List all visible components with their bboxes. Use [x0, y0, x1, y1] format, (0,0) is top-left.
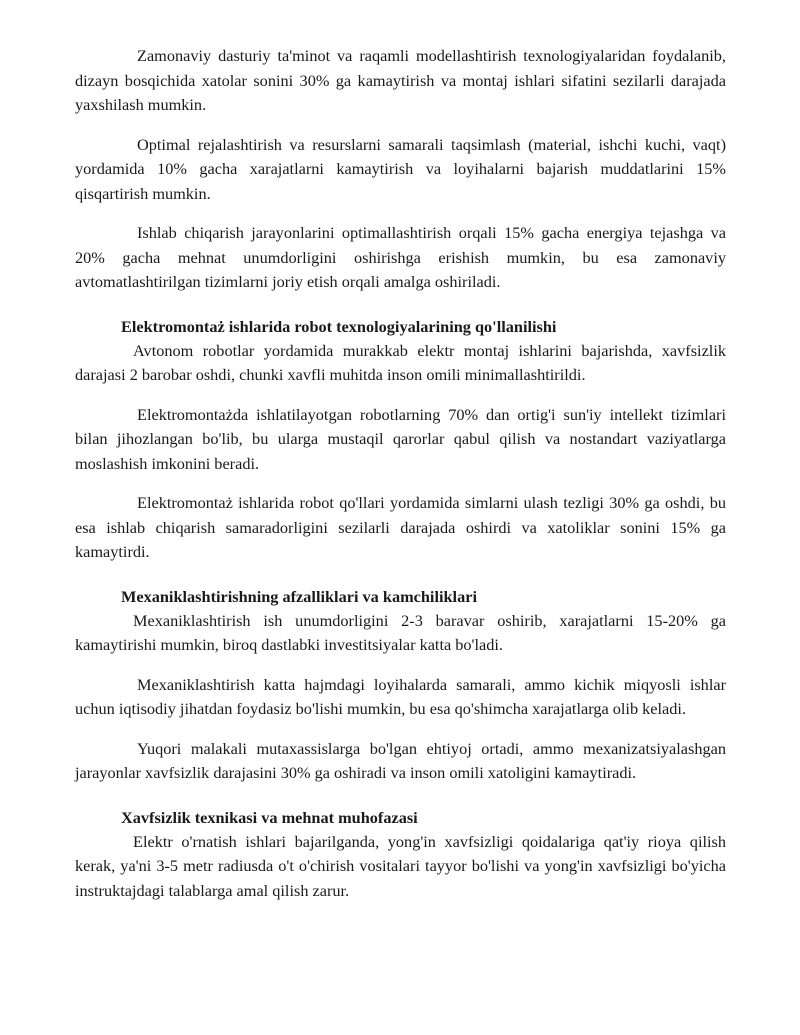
paragraph: Elektromontaż ishlarida robot qo'llari yordamida simlarni ulash tezligi 30% ga oshdi, bu esa ishlab chiqarish samaradorligini sezilarli darajada oshirdi va xatoliklar sonini 15% ga kamaytirdi.	[75, 493, 726, 561]
paragraph: Mexaniklashtirish ish unumdorligini 2-3 baravar oshirib, xarajatlarni 15-20% ga kamaytirishi mumkin, biroq dastlabki investitsiyalar katta bo'ladi.	[75, 610, 726, 654]
paragraph: Yuqori malakali mutaxassislarga bo'lgan ehtiyoj ortadi, ammo mexanizatsiyalashgan jarayonlar xavfsizlik darajasini 30% ga oshiradi va inson omili xatoligini kamaytiradi.	[75, 738, 726, 782]
paragraph: Optimal rejalashtirish va resurslarni samarali taqsimlash (material, ishchi kuchi, vaqt) yordamida 10% gacha xarajatlarni kamaytirish va loyihalarni bajarish muddatlarini 15% qisqartirish mumkin.	[75, 134, 726, 203]
section-heading: Mexaniklashtirishning afzalliklari va kamchiliklari	[121, 586, 477, 606]
paragraph: Mexaniklashtirish katta hajmdagi loyihalarda samarali, ammo kichik miqyosli ishlar uchun iqtisodiy jihatdan foydasiz bo'lishi mumkin, bu esa qo'shimcha xarajatlarga olib keladi.	[75, 674, 726, 718]
section-heading: Elektromontaż ishlarida robot texnologiyalarining qo'llanilishi	[121, 316, 557, 336]
paragraph: Zamonaviy dasturiy ta'minot va raqamli modellashtirish texnologiyalaridan foydalanib, dizayn bosqichida xatolar sonini 30% ga kamaytirish va montaj ishlari sifatini sezilarli darajada yaxshilash mumkin.	[75, 46, 726, 114]
paragraph: Avtonom robotlar yordamida murakkab elektr montaj ishlarini bajarishda, xavfsizlik darajasi 2 barobar oshdi, chunki xavfli muhitda inson omili minimallashtirildi.	[75, 340, 726, 384]
paragraph: Ishlab chiqarish jarayonlarini optimallashtirish orqali 15% gacha energiya tejashga va 20% gacha mehnat unumdorligini oshirishga erishish mumkin, bu esa zamonaviy avtomatlashtirilgan tizimlarni joriy etish orqali amalga oshiriladi.	[75, 223, 726, 291]
paragraph: Elektromontażda ishlatilayotgan robotlarning 70% dan ortig'i sun'iy intellekt tizimlari bilan jihozlangan bo'lib, bu ularga mustaqil qarorlar qabul qilish va nostandart vaziyatlarga moslashish imkonini beradi.	[75, 404, 726, 473]
section-heading: Xavfsizlik texnikasi va mehnat muhofazasi	[121, 807, 418, 827]
document-page	[75, 44, 726, 903]
paragraph: Elektr o'rnatish ishlari bajarilganda, yong'in xavfsizligi qoidalariga qat'iy rioya qilish kerak, ya'ni 3-5 metr radiusda o't o'chirish vositalari tayyor bo'lishi va yong'in xavfsizligi bo'yicha instruktajdagi talablarga amal qilish zarur.	[75, 831, 726, 900]
